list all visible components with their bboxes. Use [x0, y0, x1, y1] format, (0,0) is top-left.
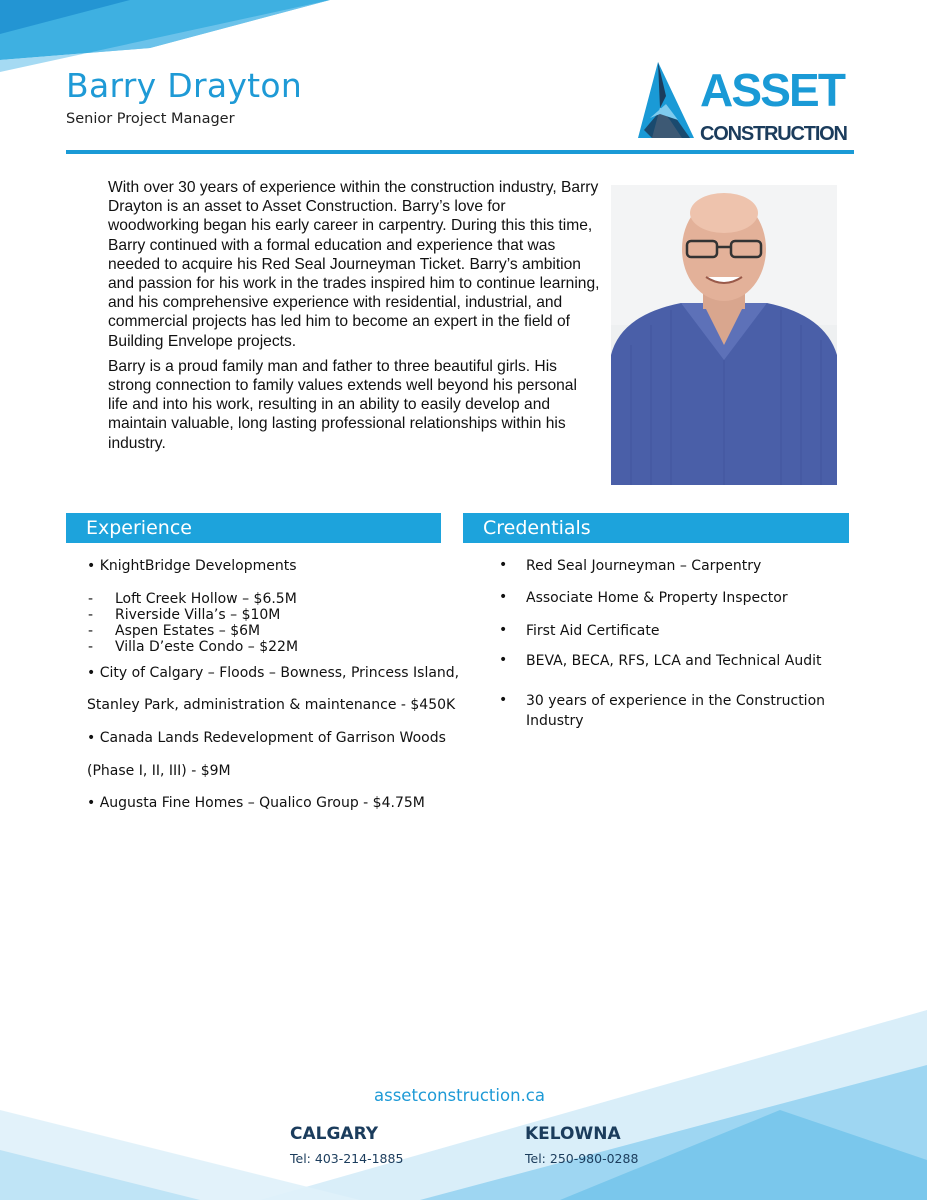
experience-item: [87, 730, 446, 746]
office-city-kelowna: KELOWNA: [525, 1124, 621, 1144]
dash: -: [88, 623, 94, 639]
project-item: Villa D’este Condo – $22M: [115, 639, 299, 655]
company-logo: [636, 60, 854, 144]
logo-word-asset: ASSET: [700, 64, 846, 116]
office-phone-kelowna[interactable]: Tel: 250-980-0288: [525, 1151, 639, 1166]
project-item: Riverside Villa’s – $10M: [115, 607, 281, 623]
logo-word-construction: CONSTRUCTION: [700, 123, 848, 144]
experience-item: [87, 665, 459, 681]
header-divider: [66, 150, 854, 154]
project-item: Loft Creek Hollow – $6.5M: [115, 591, 297, 607]
biography: [108, 178, 600, 459]
dash: -: [88, 607, 94, 623]
experience-item-text: Augusta Fine Homes – Qualico Group - $4.75M: [99, 795, 425, 811]
office-city-calgary: CALGARY: [290, 1124, 379, 1144]
credential-item: BEVA, BECA, RFS, LCA and Technical Audit: [526, 653, 822, 669]
project-item: Aspen Estates – $6M: [115, 623, 261, 639]
credential-item: First Aid Certificate: [526, 623, 660, 639]
experience-item-continued: (Phase I, II, III) - $9M: [87, 763, 231, 779]
portrait-photo: [611, 185, 837, 485]
office-phone-calgary[interactable]: Tel: 403-214-1885: [290, 1151, 404, 1166]
bullet: •: [499, 692, 508, 708]
experience-heading: Experience: [66, 513, 441, 543]
dash: -: [88, 639, 94, 655]
experience-item-text: Canada Lands Redevelopment of Garrison Woods: [99, 730, 446, 746]
bullet: •: [87, 558, 96, 574]
dash: -: [88, 591, 94, 607]
bio-paragraph: With over 30 years of experience within the construction industry, Barry Drayton is an asset to Asset Construction. Barry’s love for woodworking began his early career in carpentry. During this this time, Barry continued with a formal education and experience that was needed to acquire his Red Seal Journeyman Ticket. Barry’s ambition and passion for his work in the trades inspired him to continue learning, and his comprehensive experience with residential, industrial, and commercial projects has led him to become an expert in the field of Building Envelope projects.: [108, 179, 600, 350]
bullet: •: [87, 795, 96, 811]
credential-item: Red Seal Journeyman – Carpentry: [526, 558, 762, 574]
credential-item: Associate Home & Property Inspector: [526, 590, 788, 606]
bullet: •: [499, 557, 508, 573]
bio-paragraph: Barry is a proud family man and father to three beautiful girls. His strong connection to family values extends well beyond his personal life and into his work, resulting in an ability to easily develop and maintain valuable, long lasting professional relationships within his industry.: [108, 357, 577, 452]
bullet: •: [87, 730, 96, 746]
person-name: Barry Drayton: [66, 66, 303, 105]
bullet: •: [87, 665, 96, 681]
experience-item-text: KnightBridge Developments: [99, 558, 297, 574]
job-title: Senior Project Manager: [66, 111, 235, 127]
website-link[interactable]: assetconstruction.ca: [374, 1086, 545, 1105]
bullet: •: [499, 589, 508, 605]
experience-item-text: City of Calgary – Floods – Bowness, Princess Island,: [99, 665, 460, 681]
credential-item: 30 years of experience in the Construction Industry: [526, 693, 826, 729]
experience-item: [87, 795, 425, 811]
credentials-heading: Credentials: [463, 513, 849, 543]
experience-item: [87, 558, 297, 574]
bullet: •: [499, 622, 508, 638]
experience-item-continued: Stanley Park, administration & maintenance - $450K: [87, 697, 456, 713]
bullet: •: [499, 652, 508, 668]
